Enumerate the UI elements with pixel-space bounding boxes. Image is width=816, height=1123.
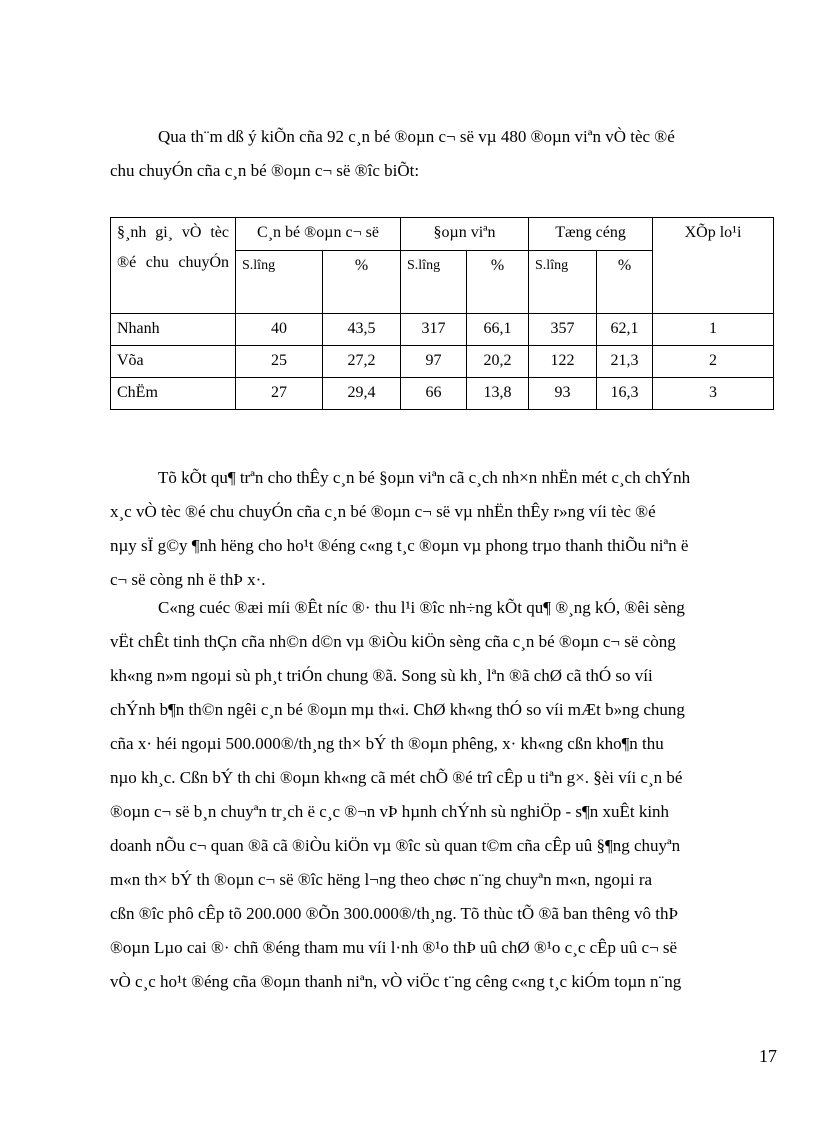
text-line: x¸c vÒ tèc ®é chu chuyÓn cña c¸n bé ®oµn c¬ së vµ nhËn thÊy r»ng víi tèc ®é (110, 502, 656, 521)
cell: 40 (236, 314, 323, 346)
cell: 27 (236, 378, 323, 410)
cell: 97 (401, 346, 467, 378)
text-line: Tõ kÕt qu¶ trªn cho thÊy c¸n bé §oµn viªn cã c¸ch nh×n nhËn mét c¸ch chÝnh (158, 468, 691, 487)
subheader-percent: % (467, 251, 529, 314)
group-header-member: §oµn viªn (401, 218, 529, 251)
group-header-total: Tæng céng (529, 218, 653, 251)
cell: 66 (401, 378, 467, 410)
text-line: c¬ së còng nh ë thÞ x·. (110, 570, 266, 589)
cell: 25 (236, 346, 323, 378)
cell: 1 (653, 314, 774, 346)
text-line: chu chuyÓn cña c¸n bé ®oµn c¬ së ®îc biÕt: (110, 161, 420, 180)
text-line: nµy sÏ g©y ¶nh hëng cho ho¹t ®éng c«ng t¸c ®oµn vµ phong trµo thanh thiÕu niªn ë (110, 536, 689, 555)
cell: 16,3 (597, 378, 653, 410)
cell: 3 (653, 378, 774, 410)
text-line: vÒ c¸c ho¹t ®éng cña ®oµn thanh niªn, vÒ viÖc t¨ng cêng c«ng t¸c kiÓm toµn n¨ng (110, 972, 682, 991)
cell: 27,2 (323, 346, 401, 378)
cell: 122 (529, 346, 597, 378)
text-line: nµo kh¸c. Cßn bÝ th chi ®oµn kh«ng cã mét chÕ ®é trî cÊp u tiªn g×. §èi víi c¸n bé (110, 768, 683, 787)
cell: 317 (401, 314, 467, 346)
intro-paragraph (110, 120, 773, 188)
survey-table (110, 217, 774, 410)
result-paragraph (110, 461, 773, 597)
text-line: cßn ®îc phô cÊp tõ 200.000 ®Õn 300.000®/th¸ng. Tõ thùc tÕ ®ã ban thêng vô thÞ (110, 904, 678, 923)
subheader-count: S.lîng (401, 251, 467, 314)
subheader-percent: % (323, 251, 401, 314)
group-header-cadre: C¸n bé ®oµn c¬ së (236, 218, 401, 251)
text-line: chÝnh b¶n th©n ngêi c¸n bé ®oµn mµ th«i. ChØ kh«ng thÓ so víi mÆt b»ng chung (110, 700, 685, 719)
cell: 66,1 (467, 314, 529, 346)
text-line: ®oµn c¬ së b¸n chuyªn tr¸ch ë c¸c ®¬n vÞ hµnh chÝnh sù nghiÖp - s¶n xuÊt kinh (110, 802, 670, 821)
cell: 62,1 (597, 314, 653, 346)
text-line: ®oµn Lµo cai ®· chñ ®éng tham mu víi l·nh ®¹o thÞ uû chØ ®¹o c¸c cÊp uû c¬ së (110, 938, 678, 957)
text-line: C«ng cuéc ®æi míi ®Êt níc ®· thu l¹i ®îc nh÷ng kÕt qu¶ ®¸ng kÓ, ®êi sèng (158, 598, 685, 617)
cell: 43,5 (323, 314, 401, 346)
text-line: cña x· héi ngoµi 500.000®/th¸ng th× bÝ th ®oµn phêng, x· kh«ng cßn kho¶n thu (110, 734, 664, 753)
cell: 93 (529, 378, 597, 410)
cell: 13,8 (467, 378, 529, 410)
table-row (111, 314, 774, 346)
rank-header: XÕp lo¹i (653, 218, 774, 314)
page-number: 17 (759, 1046, 777, 1066)
text-line: kh«ng n»m ngoµi sù ph¸t triÓn chung ®ã. Song sù kh¸ lªn ®ã chØ cã thÓ so víi (110, 666, 653, 685)
subheader-count: S.lîng (236, 251, 323, 314)
subheader-percent: % (597, 251, 653, 314)
text-line: Qua th¨m dß ý kiÕn cña 92 c¸n bé ®oµn c¬ së vµ 480 ®oµn viªn vÒ tèc ®é (158, 127, 675, 146)
row-label: Nhanh (111, 314, 236, 346)
table-row (111, 378, 774, 410)
text-line: doanh nÕu c¬ quan ®ã cã ®iÒu kiÖn vµ ®îc sù quan t©m cña cÊp uû §¶ng chuyªn (110, 836, 681, 855)
cell: 29,4 (323, 378, 401, 410)
rating-header: §¸nh gi¸ vÒ tèc ®é chu chuyÓn (111, 218, 236, 314)
table-row (111, 346, 774, 378)
row-label: ChËm (111, 378, 236, 410)
text-line: m«n th× bÝ th ®oµn c¬ së ®îc hëng l¬ng theo chøc n¨ng chuyªn m«n, ngoµi ra (110, 870, 653, 889)
row-label: Võa (111, 346, 236, 378)
cell: 21,3 (597, 346, 653, 378)
subheader-count: S.lîng (529, 251, 597, 314)
discussion-paragraph (110, 591, 773, 999)
cell: 20,2 (467, 346, 529, 378)
cell: 357 (529, 314, 597, 346)
text-line: vËt chÊt tinh thÇn cña nh©n d©n vµ ®iÒu kiÖn sèng cña c¸n bé ®oµn c¬ së còng (110, 632, 676, 651)
cell: 2 (653, 346, 774, 378)
